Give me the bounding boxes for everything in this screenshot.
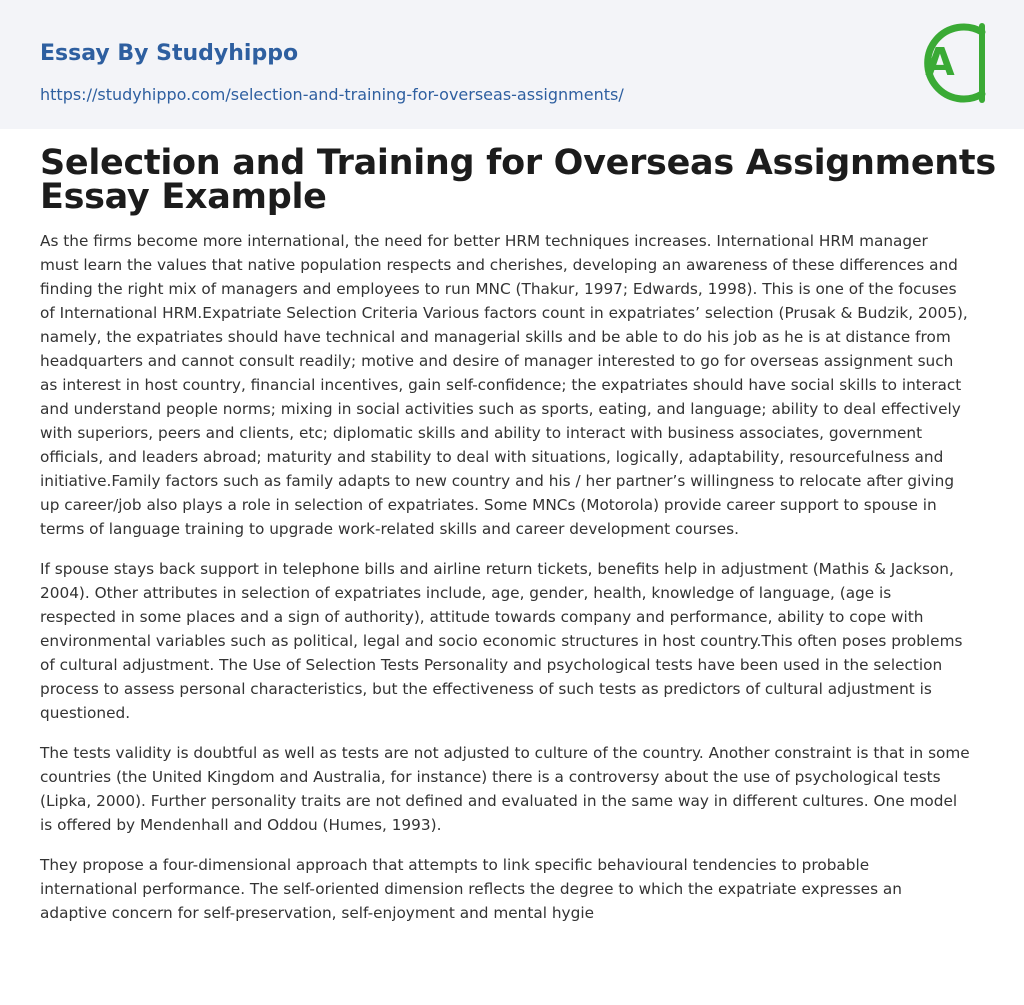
article-paragraph: The tests validity is doubtful as well as tests are not adjusted to culture of the country. Another constraint is that in some countries (the United Kingdom and Australia, for instance) there is a controversy about the use of psychological tests (Lipka, 2000). Further personality traits are not defined and evaluated in the same way in different cultures. One model is offered by Mendenhall and Oddou (Humes, 1993). — [40, 744, 970, 834]
site-brand[interactable]: Essay By Studyhippo — [40, 41, 299, 66]
article-title: Selection and Training for Overseas Assignments Essay Example — [40, 143, 996, 217]
site-header — [0, 0, 1024, 129]
article-paragraph: As the firms become more international, the need for better HRM techniques increases. International HRM manager must learn the values that native population respects and cherishes, developing an awareness of these differences and finding the right mix of managers and employees to run MNC (Thakur, 1997; Edwards, 1998). This is one of the focuses of International HRM.Expatriate Selection Criteria Various factors count in expatriates’ selection (Prusak & Budzik, 2005), namely, the expatriates should have technical and managerial skills and be able to do his job as he is at distance from headquarters and cannot consult readily; motive and desire of manager interested to go for overseas assignment such as interest in host country, financial incentives, gain self-confidence; the expatriates should have social skills to interact and understand people norms; mixing in social activities such as sports, eating, and language; ability to deal effectively with superiors, peers and clients, etc; diplomatic skills and ability to interact with business associates, government officials, and leaders abroad; maturity and stability to deal with situations, logically, adaptability, resourcefulness and initiative.Family factors such as family adapts to new country and his / her partner’s willingness to relocate after giving up career/job also plays a role in selection of expatriates. Some MNCs (Motorola) provide career support to spouse in terms of language training to upgrade work-related skills and career development courses. — [40, 232, 968, 538]
studyhippo-logo-icon[interactable] — [912, 18, 988, 108]
article-paragraph: If spouse stays back support in telephone bills and airline return tickets, benefits help in adjustment (Mathis & Jackson, 2004). Other attributes in selection of expatriates include, age, gender, health, knowledge of language, (age is respected in some places and a sign of authority), attitude towards company and performance, ability to cope with environmental variables such as political, legal and socio economic structures in host country.This often poses problems of cultural adjustment. The Use of Selection Tests Personality and psychological tests have been used in the selection process to assess personal characteristics, but the effectiveness of such tests as predictors of cultural adjustment is questioned. — [40, 560, 963, 722]
article-paragraph: They propose a four-dimensional approach that attempts to link specific behavioural tendencies to probable international performance. The self-oriented dimension reflects the degree to which the expatriate expresses an adaptive concern for self-preservation, self-enjoyment and mental hygie — [40, 856, 902, 922]
source-url-link[interactable]: https://studyhippo.com/selection-and-training-for-overseas-assignments/ — [40, 85, 624, 104]
logo-letter: A — [925, 40, 955, 84]
article-body — [40, 229, 970, 941]
